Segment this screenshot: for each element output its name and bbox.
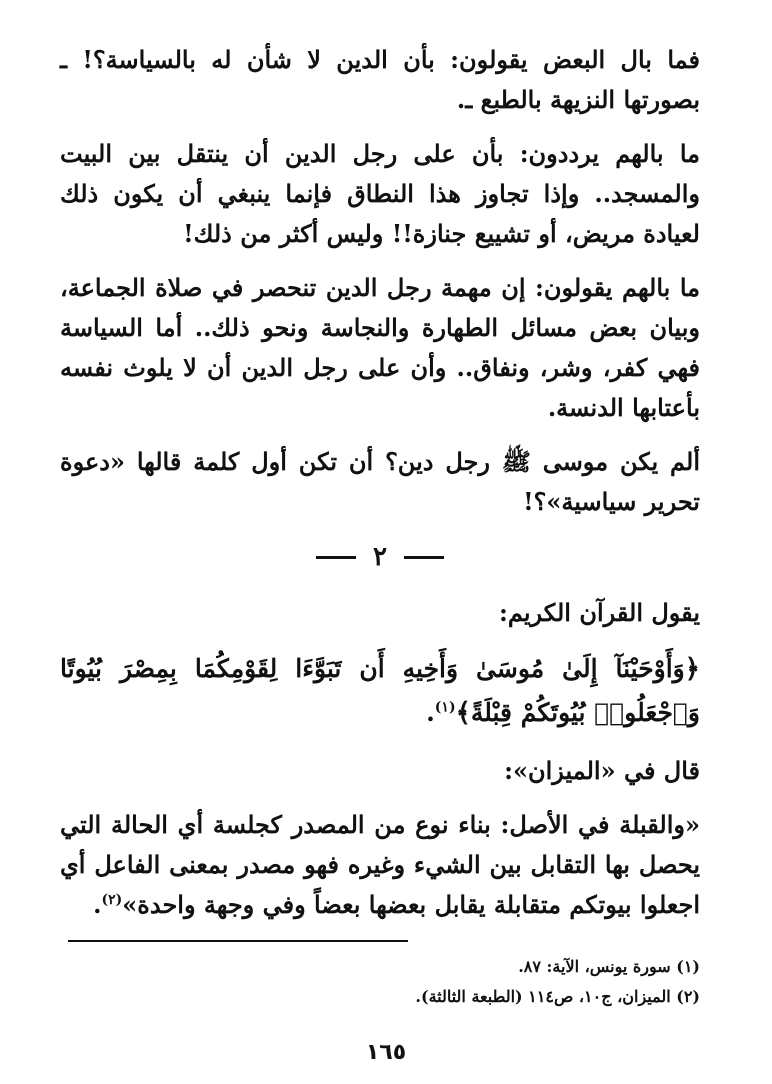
quran-open-bracket: ﴿ xyxy=(684,654,700,684)
divider-bar-left xyxy=(316,556,356,559)
footnote-2: (٢) الميزان، ج١٠، ص١١٤ (الطبعة الثالثة). xyxy=(415,987,700,1006)
footnotes xyxy=(60,952,700,1012)
quran-verse xyxy=(60,647,700,735)
divider-bar-right xyxy=(404,556,444,559)
page-number: ١٦٥ xyxy=(365,1040,407,1065)
section-number: ٢ xyxy=(373,542,387,572)
page-body xyxy=(60,40,700,939)
quran-intro: يقول القرآن الكريم: xyxy=(498,598,700,627)
quran-verse-text: وَأَوْحَيْنَآ إِلَىٰ مُوسَىٰ وَأَخِيهِ أَن تَبَوَّءَا لِقَوْمِكُمَا بِمِصْرَ بُيُوتًا وَٱجْعَلُوا۟ بُيُوتَكُمْ قِبْلَةً xyxy=(60,654,700,727)
footnote-ref-1[interactable]: (١) xyxy=(434,699,456,716)
quote-intro: قال في «الميزان»: xyxy=(504,756,700,785)
quote-end: . xyxy=(93,890,102,919)
footnote-1: (١) سورة يونس، الآية: ٨٧. xyxy=(518,957,700,976)
paragraph-1: فما بال البعض يقولون: بأن الدين لا شأن له بالسياسة؟! ـ بصورتها النزيهة بالطبع ـ. xyxy=(60,45,700,114)
paragraph-3: ما بالهم يقولون: إن مهمة رجل الدين تنحصر في صلاة الجماعة، وبيان بعض مسائل الطهارة والنجاسة ونحو ذلك.. أما السياسة فهي كفر، وشر، ونفاق.. وأن على رجل الدين أن لا يلوث نفسه بأعتابها الدنسة. xyxy=(60,273,700,422)
quote-text: «والقبلة في الأصل: بناء نوع من المصدر كجلسة أي الحالة التي يحصل بها التقابل بين الشيء وغيره فهو مصدر بمعنى الفاعل أي اجعلوا بيوتكم متقابلة يقابل بعضها بعضاً وفي وجهة واحدة» xyxy=(60,810,700,919)
quran-end: . xyxy=(426,698,435,727)
quote-paragraph xyxy=(60,805,700,925)
paragraph-2: ما بالهم يرددون: بأن على رجل الدين أن ينتقل بين البيت والمسجد.. وإذا تجاوز هذا النطاق فإنما ينبغي أن يكون ذلك لعيادة مريض، أو تشييع جنازة!! وليس أكثر من ذلك! xyxy=(60,139,700,248)
footnote-rule xyxy=(68,940,408,942)
paragraph-4: ألم يكن موسى ﷺ رجل دين؟ أن تكن أول كلمة قالها «دعوة تحرير سياسية»؟! xyxy=(60,447,700,516)
section-divider xyxy=(60,536,700,577)
quran-close-bracket: ﴾ xyxy=(455,698,471,728)
footnote-ref-2[interactable]: (٢) xyxy=(101,892,123,908)
